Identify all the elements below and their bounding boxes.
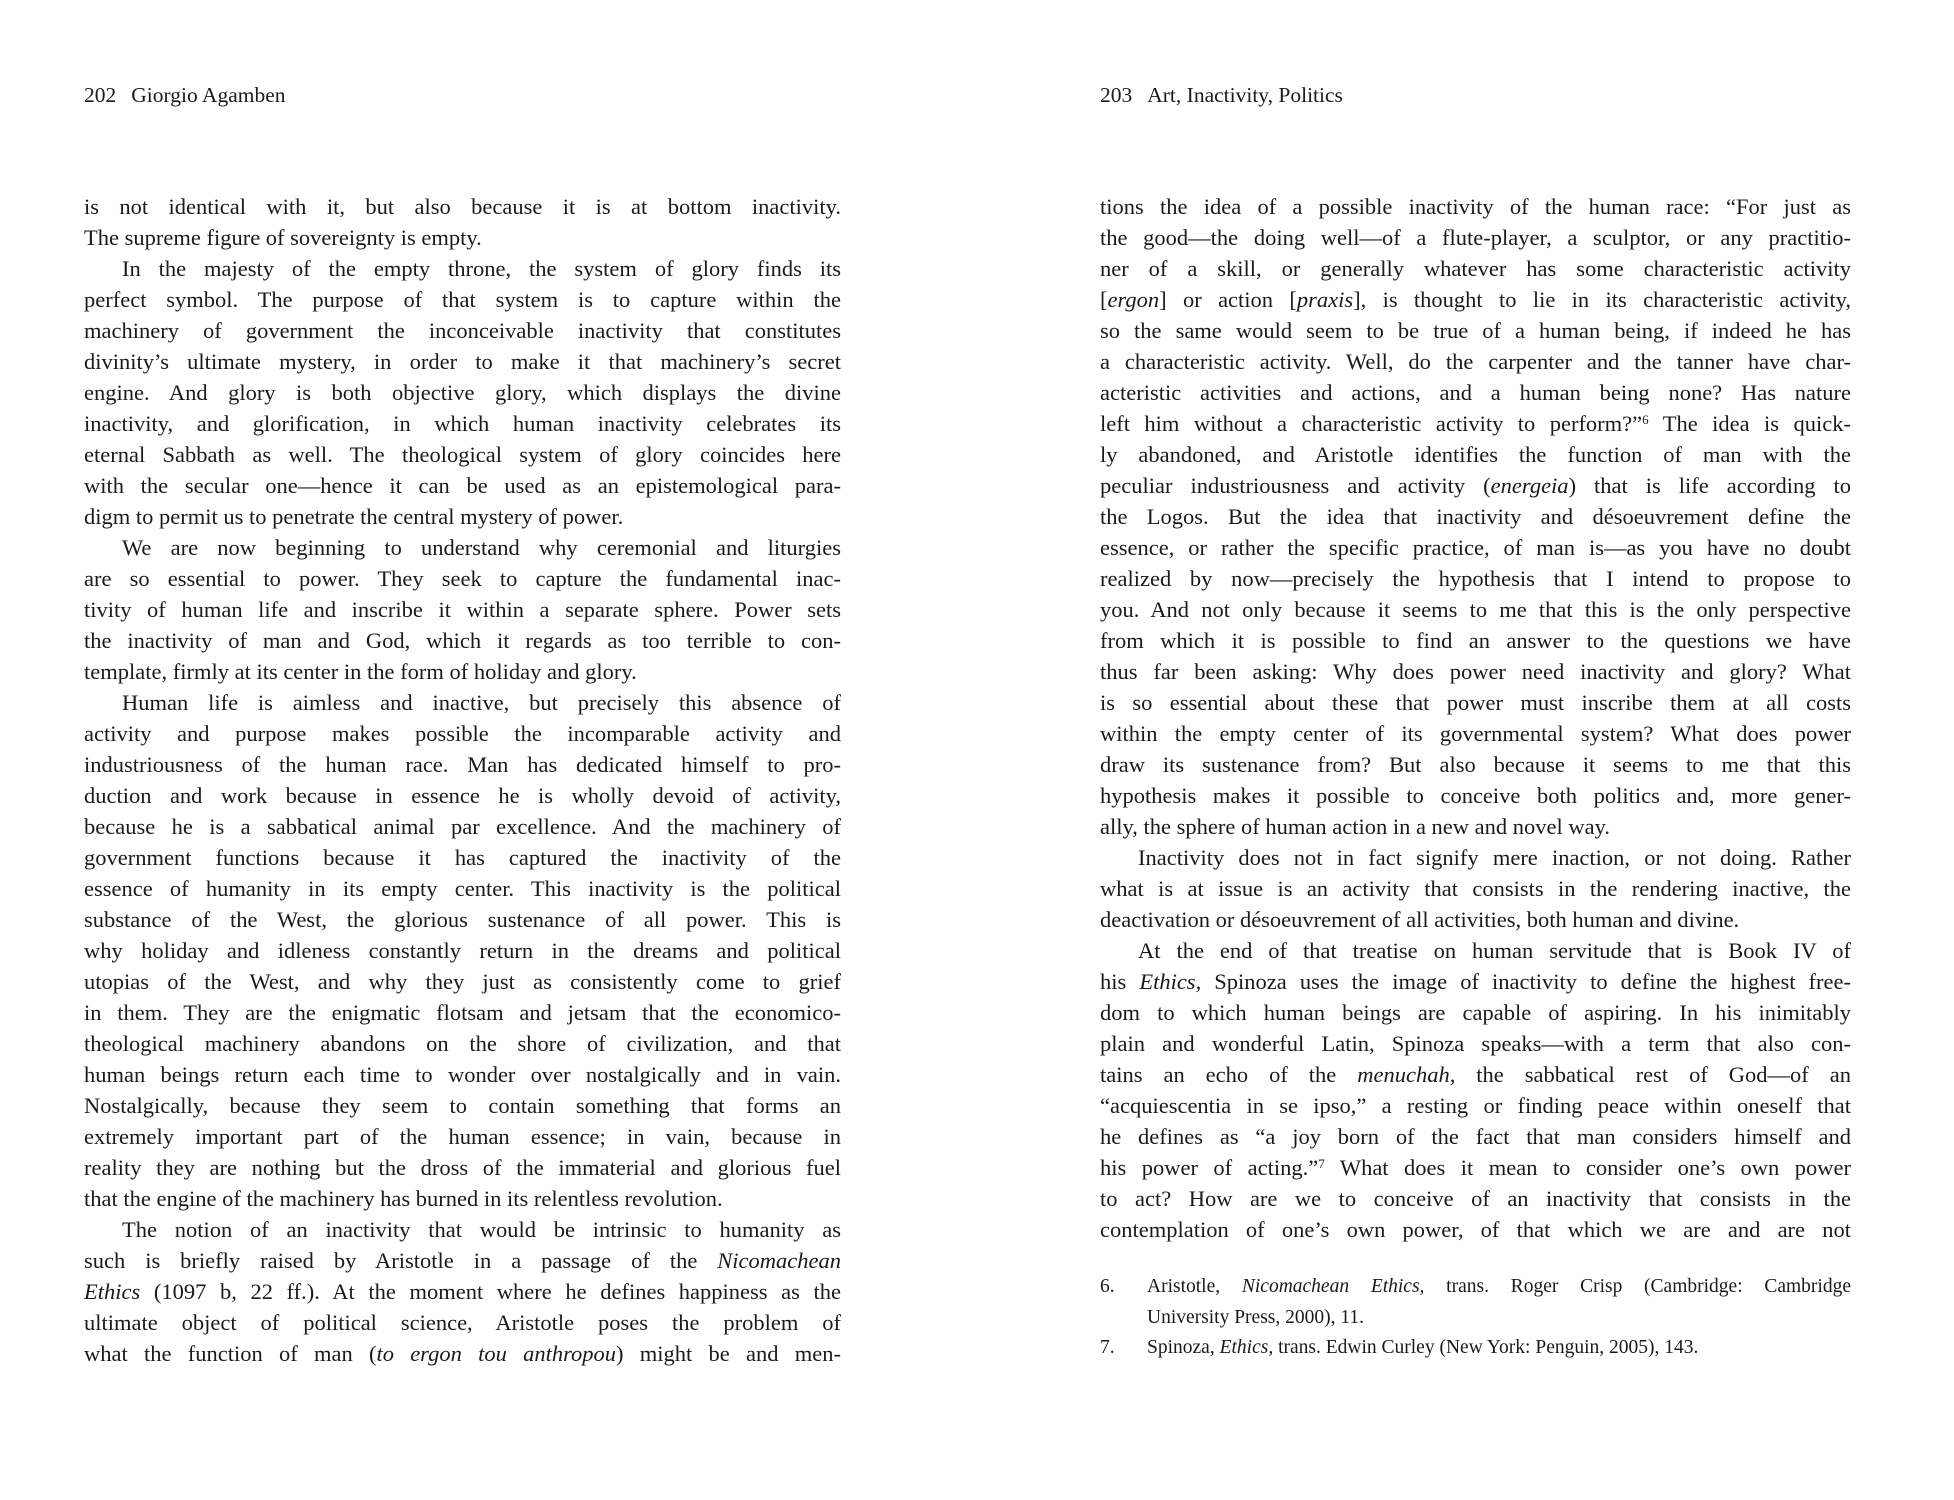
page-body <box>84 191 841 1369</box>
text-line: The supreme figure of sovereignty is empty. <box>84 225 482 250</box>
footnotes-section <box>1100 1272 1851 1364</box>
text-line: acteristic activities and actions, and a human being none? Has nature <box>1100 380 1851 405</box>
text-line: because he is a sabbatical animal par excellence. And the machinery of <box>84 814 841 839</box>
text-line: Spinoza, Ethics, trans. Edwin Curley (New York: Penguin, 2005), 143. <box>1147 1337 1699 1358</box>
text-line: peculiar industriousness and activity (energeia) that is life according to <box>1100 473 1851 498</box>
text-run: to ergon tou anthropou <box>376 1341 617 1366</box>
text-line: University Press, 2000), 11. <box>1147 1306 1365 1328</box>
text-line: duction and work because in essence he is wholly devoid of activity, <box>84 783 841 808</box>
folio-number: 202 <box>84 83 117 107</box>
text-line: draw its sustenance from? But also because it seems to me that this <box>1100 752 1851 777</box>
text-run: Nicomachean Ethics, <box>1241 1276 1425 1297</box>
text-line: machinery of government the inconceivable inactivity that constitutes <box>84 318 841 343</box>
text-line: is not identical with it, but also because it is at bottom inactivity. <box>84 194 841 219</box>
text-line: the Logos. But the idea that inactivity and désoeuvrement define the <box>1100 504 1851 529</box>
text-line: that the engine of the machinery has burned in its relentless revolution. <box>84 1186 723 1211</box>
text-line: ultimate object of political science, Aristotle poses the problem of <box>84 1310 841 1335</box>
text-line: [ergon] or action [praxis], is thought to lie in its characteristic activity, <box>1100 287 1851 312</box>
footnote-text <box>1147 1272 1851 1333</box>
text-line: ly abandoned, and Aristotle identifies the function of man with the <box>1100 442 1851 467</box>
page-left <box>84 0 841 1500</box>
text-line: is so essential about these that power must inscribe them at all costs <box>1100 690 1851 715</box>
text-line: substance of the West, the glorious sustenance of all power. This is <box>84 907 841 932</box>
text-line: why holiday and idleness constantly return in the dreams and political <box>84 938 841 963</box>
text-line: plain and wonderful Latin, Spinoza speaks—with a term that also con- <box>1100 1031 1851 1056</box>
text-line: so the same would seem to be true of a human being, if indeed he has <box>1100 318 1851 343</box>
text-line: government functions because it has captured the inactivity of the <box>84 845 841 870</box>
text-line: template, firmly at its center in the form of holiday and glory. <box>84 659 637 684</box>
text-line: We are now beginning to understand why ceremonial and liturgies <box>122 535 841 560</box>
text-run: Ethics, <box>1139 969 1202 994</box>
text-line: ally, the sphere of human action in a new and novel way. <box>1100 814 1611 839</box>
footnote <box>1100 1272 1851 1333</box>
text-run: ergon <box>1107 287 1160 312</box>
text-line: tivity of human life and inscribe it within a separate sphere. Power sets <box>84 597 841 622</box>
text-line: to act? How are we to conceive of an inactivity that consists in the <box>1100 1186 1851 1211</box>
text-line: such is briefly raised by Aristotle in a passage of the Nicomachean <box>84 1248 841 1273</box>
text-line: his power of acting.”$^7$ What does it mean to consider one’s own power <box>1100 1155 1851 1180</box>
text-line: hypothesis makes it possible to conceive both politics and, more gener- <box>1100 783 1851 808</box>
text-line: divinity’s ultimate mystery, in order to make it that machinery’s secret <box>84 349 841 374</box>
folio-number: 203 <box>1100 83 1133 107</box>
text-line: eternal Sabbath as well. The theological system of glory coincides here <box>84 442 841 467</box>
text-line: left him without a characteristic activity to perform?”$^6$ The idea is quick- <box>1100 411 1851 436</box>
text-line: “acquiescentia in se ipso,” a resting or finding peace within oneself that <box>1100 1093 1851 1118</box>
text-line: you. And not only because it seems to me that this is the only perspective <box>1100 597 1851 622</box>
text-run: Ethics <box>84 1279 141 1304</box>
text-line: inactivity, and glorification, in which human inactivity celebrates its <box>84 411 841 436</box>
text-line: At the end of that treatise on human servitude that is Book IV of <box>1138 938 1851 963</box>
text-line: within the empty center of its governmental system? What does power <box>1100 721 1851 746</box>
text-line: Nostalgically, because they seem to contain something that forms an <box>84 1093 841 1118</box>
text-line: dom to which human beings are capable of aspiring. In his inimitably <box>1100 1000 1851 1025</box>
text-line: engine. And glory is both objective glory, which displays the divine <box>84 380 841 405</box>
text-line: realized by now—precisely the hypothesis that I intend to propose to <box>1100 566 1851 591</box>
text-line: what the function of man (to ergon tou anthropou) might be and men- <box>84 1341 841 1366</box>
text-run: Nicomachean <box>717 1248 841 1273</box>
footnote <box>1100 1333 1851 1364</box>
footnote-number: 7. <box>1100 1337 1115 1358</box>
text-line: the inactivity of man and God, which it regards as too terrible to con- <box>84 628 841 653</box>
text-line: industriousness of the human race. Man has dedicated himself to pro- <box>84 752 841 777</box>
text-line: Inactivity does not in fact signify mere inaction, or not doing. Rather <box>1138 845 1851 870</box>
text-line: thus far been asking: Why does power need inactivity and glory? What <box>1100 659 1851 684</box>
text-line: activity and purpose makes possible the incomparable activity and <box>84 721 841 746</box>
running-head: Art, Inactivity, Politics <box>1147 83 1343 107</box>
text-line: contemplation of one’s own power, of that which we are and are not <box>1100 1217 1851 1242</box>
text-run: praxis <box>1296 287 1354 312</box>
text-line: he defines as “a joy born of the fact that man considers himself and <box>1100 1124 1851 1149</box>
page-body <box>1100 191 1851 1245</box>
text-line: extremely important part of the human essence; in vain, because in <box>84 1124 841 1149</box>
running-head: Giorgio Agamben <box>131 83 286 107</box>
text-line: Human life is aimless and inactive, but precisely this absence of <box>122 690 841 715</box>
text-line: essence of humanity in its empty center. This inactivity is the political <box>84 876 841 901</box>
text-run: Ethics, <box>1219 1337 1274 1358</box>
text-line: tains an echo of the menuchah, the sabbatical rest of God—of an <box>1100 1062 1851 1087</box>
text-line: The notion of an inactivity that would be intrinsic to humanity as <box>122 1217 841 1242</box>
text-run: energeia <box>1490 473 1569 498</box>
text-line: digm to permit us to penetrate the central mystery of power. <box>84 504 624 529</box>
text-line: a characteristic activity. Well, do the carpenter and the tanner have char- <box>1100 349 1851 374</box>
text-line: Aristotle, Nicomachean Ethics, trans. Roger Crisp (Cambridge: Cambridge <box>1147 1276 1851 1297</box>
page-right <box>1100 0 1851 1500</box>
footnote-reference: 6 <box>1642 411 1649 427</box>
text-line: are so essential to power. They seek to capture the fundamental inac- <box>84 566 841 591</box>
text-line: In the majesty of the empty throne, the system of glory finds its <box>122 256 841 281</box>
text-line: essence, or rather the specific practice, of man is—as you have no doubt <box>1100 535 1851 560</box>
footnote-number: 6. <box>1100 1276 1115 1297</box>
footnote-text <box>1147 1333 1851 1364</box>
text-line: the good—the doing well—of a flute-player, a sculptor, or any practitio- <box>1100 225 1851 250</box>
text-line: reality they are nothing but the dross of the immaterial and glorious fuel <box>84 1155 841 1180</box>
text-line: Ethics (1097 b, 22 ff.). At the moment where he defines happiness as the <box>84 1279 841 1304</box>
text-line: ner of a skill, or generally whatever has some characteristic activity <box>1100 256 1851 281</box>
text-line: from which it is possible to find an answer to the questions we have <box>1100 628 1851 653</box>
running-header <box>1100 82 1851 108</box>
text-line: tions the idea of a possible inactivity of the human race: “For just as <box>1100 194 1851 219</box>
footnote-reference: 7 <box>1318 1155 1325 1171</box>
text-line: deactivation or désoeuvrement of all activities, both human and divine. <box>1100 907 1740 932</box>
text-line: what is at issue is an activity that consists in the rendering inactive, the <box>1100 876 1851 901</box>
text-run: menuchah, <box>1357 1062 1456 1087</box>
text-line: human beings return each time to wonder over nostalgically and in vain. <box>84 1062 841 1087</box>
text-line: his Ethics, Spinoza uses the image of inactivity to define the highest free- <box>1100 969 1851 994</box>
text-line: utopias of the West, and why they just as consistently come to grief <box>84 969 841 994</box>
text-line: perfect symbol. The purpose of that system is to capture within the <box>84 287 841 312</box>
text-line: in them. They are the enigmatic flotsam and jetsam that the economico- <box>84 1000 841 1025</box>
text-line: with the secular one—hence it can be used as an epistemological para- <box>84 473 841 498</box>
text-line: theological machinery abandons on the shore of civilization, and that <box>84 1031 841 1056</box>
running-header <box>84 82 841 108</box>
